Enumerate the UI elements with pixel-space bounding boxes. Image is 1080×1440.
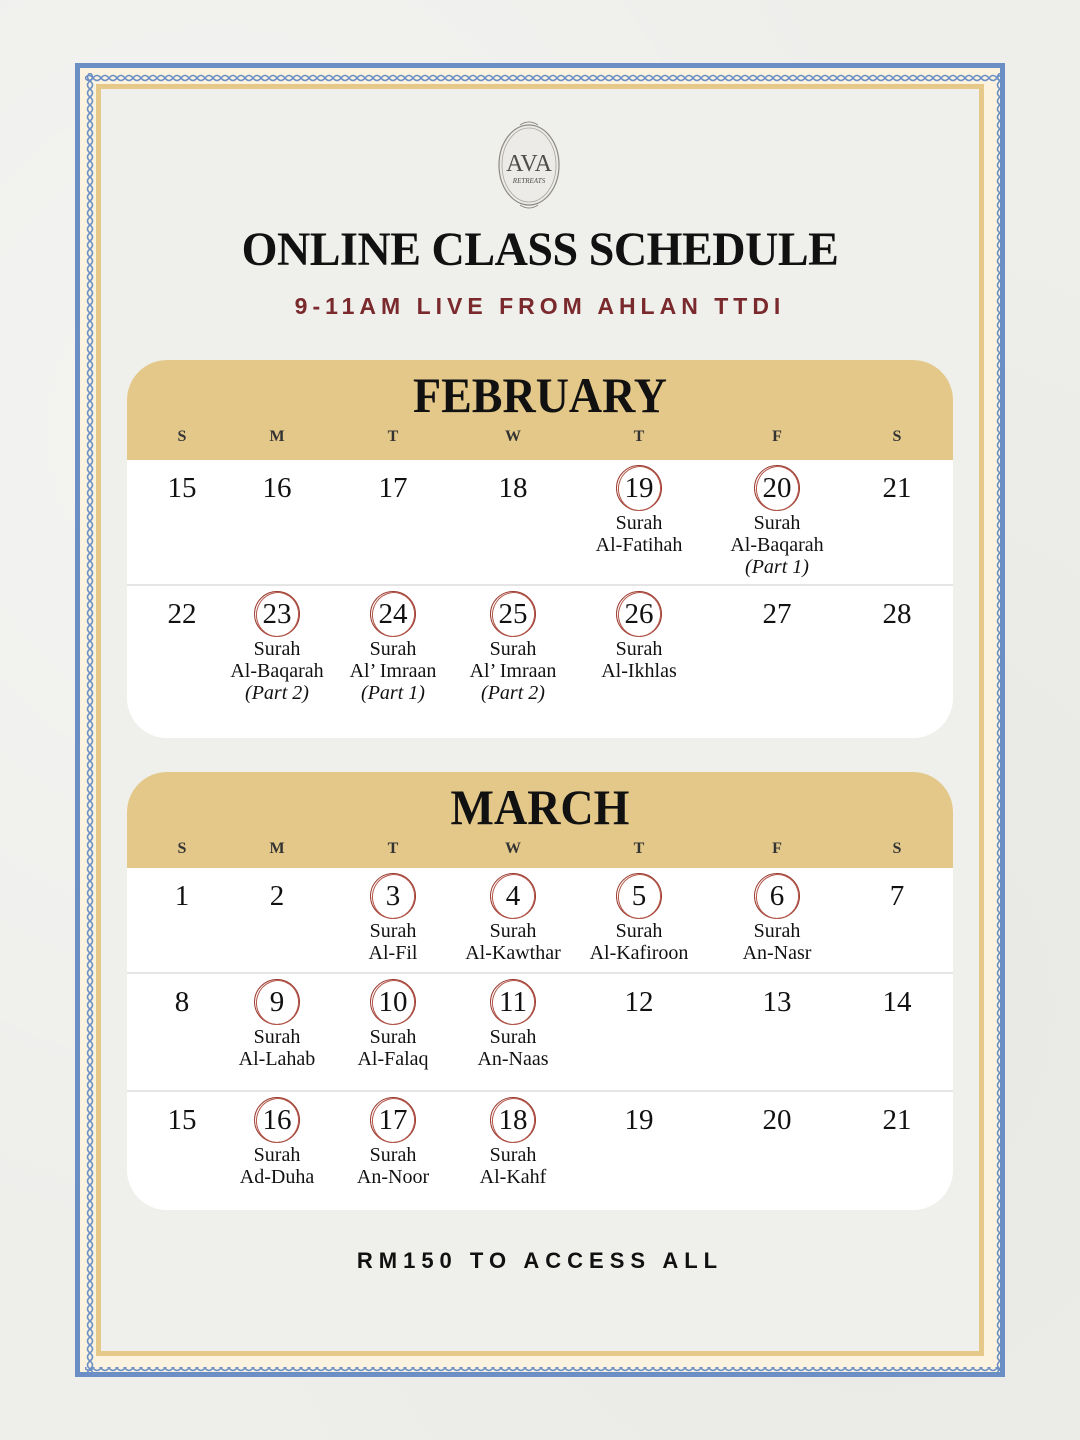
lesson-text: Surah (753, 920, 801, 942)
week-row (127, 584, 953, 738)
circled-date: 18 (491, 1098, 535, 1142)
weekday-label: W (505, 428, 521, 445)
class-day (712, 874, 842, 964)
lesson-text: Surah (253, 1144, 301, 1166)
lesson-text: Surah (489, 1026, 537, 1048)
weekday-label: S (177, 840, 187, 857)
lesson-text: An-Naas (477, 1048, 549, 1070)
class-day (328, 874, 458, 964)
circled-date: 3 (371, 874, 415, 918)
class-day (212, 1098, 342, 1188)
lesson-text: Al-Fil (368, 942, 418, 964)
date-number: 20 (762, 1104, 792, 1136)
lesson-label (212, 1026, 342, 1070)
class-day (448, 1098, 578, 1188)
calendar-day (712, 1098, 842, 1142)
date-number: 18 (498, 472, 528, 504)
weekday-label: M (269, 428, 285, 445)
date-number: 7 (889, 880, 905, 912)
lesson-text: Al-Ikhlas (601, 660, 677, 682)
calendar-day (212, 874, 342, 918)
calendar-day (832, 466, 953, 510)
class-day (574, 592, 704, 682)
svg-text:RETREATS: RETREATS (512, 177, 546, 185)
circled-date: 5 (617, 874, 661, 918)
weeks (127, 460, 953, 738)
calendar-day (712, 980, 842, 1024)
calendar-march (127, 772, 953, 1210)
lesson-part: (Part 1) (361, 682, 425, 704)
lesson-text: An-Nasr (742, 942, 812, 964)
calendar-day (832, 980, 953, 1024)
calendar-february (127, 360, 953, 738)
class-day (712, 466, 842, 578)
month-header (127, 360, 953, 460)
lesson-label (448, 920, 578, 964)
lesson-text: An-Noor (356, 1166, 430, 1188)
circled-date: 24 (371, 592, 415, 636)
lesson-text: Al’ Imraan (469, 660, 557, 682)
ava-retreats-logo (496, 117, 562, 213)
date-number: 17 (378, 472, 408, 504)
circled-date: 10 (371, 980, 415, 1024)
lesson-text: Al-Falaq (357, 1048, 429, 1070)
lesson-text: Surah (369, 1144, 417, 1166)
month-header (127, 772, 953, 868)
weekday-row (127, 424, 953, 462)
circled-date: 19 (617, 466, 661, 510)
lesson-text: Al-Baqarah (730, 534, 824, 556)
circled-date: 25 (491, 592, 535, 636)
lesson-text: Surah (753, 512, 801, 534)
calendar-day (448, 466, 578, 510)
lesson-text: Al-Fatihah (595, 534, 683, 556)
lesson-label (574, 638, 704, 682)
date-number: 15 (167, 1104, 197, 1136)
calendar-day (574, 980, 704, 1024)
weeks (127, 868, 953, 1210)
page-title: ONLINE CLASS SCHEDULE (241, 223, 839, 276)
lesson-text: Al-Baqarah (230, 660, 324, 682)
weekday-label: W (505, 840, 521, 857)
calendar-day (328, 466, 458, 510)
class-day (448, 592, 578, 704)
date-number: 13 (762, 986, 792, 1018)
date-number: 14 (882, 986, 912, 1018)
lesson-text: Ad-Duha (239, 1166, 315, 1188)
lesson-text: Surah (253, 638, 301, 660)
calendar-day (212, 466, 342, 510)
month-title: FEBRUARY (413, 367, 667, 423)
class-day (328, 1098, 458, 1188)
lesson-label (712, 920, 842, 964)
class-day (574, 874, 704, 964)
lesson-text: Surah (253, 1026, 301, 1048)
circled-date: 17 (371, 1098, 415, 1142)
lesson-text: Al-Kawthar (465, 942, 561, 964)
lesson-part: (Part 2) (481, 682, 545, 704)
price-banner: RM150 TO ACCESS ALL (356, 1248, 724, 1273)
lesson-text: Surah (369, 920, 417, 942)
lesson-label (328, 638, 458, 704)
weekday-label: F (772, 428, 782, 445)
circled-date: 6 (755, 874, 799, 918)
circled-date: 4 (491, 874, 535, 918)
circled-date: 26 (617, 592, 661, 636)
lesson-text: Surah (369, 1026, 417, 1048)
date-number: 22 (167, 598, 197, 630)
calendar-day (832, 1098, 953, 1142)
class-day (574, 466, 704, 556)
lesson-label (448, 1026, 578, 1070)
lesson-part: (Part 2) (245, 682, 309, 704)
date-number: 1 (174, 880, 190, 912)
date-number: 16 (262, 472, 292, 504)
lesson-label (328, 1144, 458, 1188)
lesson-label (448, 638, 578, 704)
lesson-label (574, 920, 704, 964)
lesson-text: Surah (489, 1144, 537, 1166)
calendar-day (832, 592, 953, 636)
month-title: MARCH (450, 779, 630, 835)
lesson-text: Surah (489, 638, 537, 660)
circled-date: 20 (755, 466, 799, 510)
lesson-text: Al-Kafiroon (589, 942, 689, 964)
weekday-label: T (387, 428, 399, 445)
lesson-text: Al’ Imraan (349, 660, 437, 682)
svg-text:AVA: AVA (506, 151, 552, 177)
lesson-label (574, 512, 704, 556)
weekday-label: M (269, 840, 285, 857)
date-number: 28 (882, 598, 912, 630)
week-row (127, 460, 953, 584)
date-number: 19 (624, 1104, 654, 1136)
date-number: 2 (269, 880, 285, 912)
circled-date: 11 (491, 980, 535, 1024)
lesson-text: Al-Lahab (238, 1048, 316, 1070)
date-number: 15 (167, 472, 197, 504)
weekday-label: S (892, 428, 902, 445)
class-day (212, 980, 342, 1070)
week-row (127, 972, 953, 1090)
lesson-label (212, 1144, 342, 1188)
lesson-part: (Part 1) (745, 556, 809, 578)
week-row (127, 1090, 953, 1210)
lesson-text: Surah (489, 920, 537, 942)
date-number: 27 (762, 598, 792, 630)
circled-date: 9 (255, 980, 299, 1024)
circled-date: 16 (255, 1098, 299, 1142)
calendar-day (712, 592, 842, 636)
date-number: 21 (882, 472, 912, 504)
lesson-label (328, 1026, 458, 1070)
date-number: 12 (624, 986, 654, 1018)
schedule-subtitle: 9-11AM LIVE FROM AHLAN TTDI (294, 293, 786, 319)
date-number: 8 (174, 986, 190, 1018)
weekday-label: F (772, 840, 782, 857)
weekday-label: T (387, 840, 399, 857)
weekday-label: S (892, 840, 902, 857)
lesson-text: Surah (369, 638, 417, 660)
calendar-day (832, 874, 953, 918)
lesson-label (448, 1144, 578, 1188)
lesson-text: Surah (615, 512, 663, 534)
weekday-label: T (633, 840, 645, 857)
class-day (212, 592, 342, 704)
class-day (448, 980, 578, 1070)
lesson-label (212, 638, 342, 704)
class-day (448, 874, 578, 964)
calendar-day (574, 1098, 704, 1142)
lesson-label (712, 512, 842, 578)
weekday-label: S (177, 428, 187, 445)
lesson-label (328, 920, 458, 964)
lesson-text: Al-Kahf (479, 1166, 547, 1188)
circled-date: 23 (255, 592, 299, 636)
date-number: 21 (882, 1104, 912, 1136)
lesson-text: Surah (615, 920, 663, 942)
lesson-text: Surah (615, 638, 663, 660)
week-row (127, 868, 953, 972)
class-day (328, 980, 458, 1070)
weekday-label: T (633, 428, 645, 445)
class-day (328, 592, 458, 704)
